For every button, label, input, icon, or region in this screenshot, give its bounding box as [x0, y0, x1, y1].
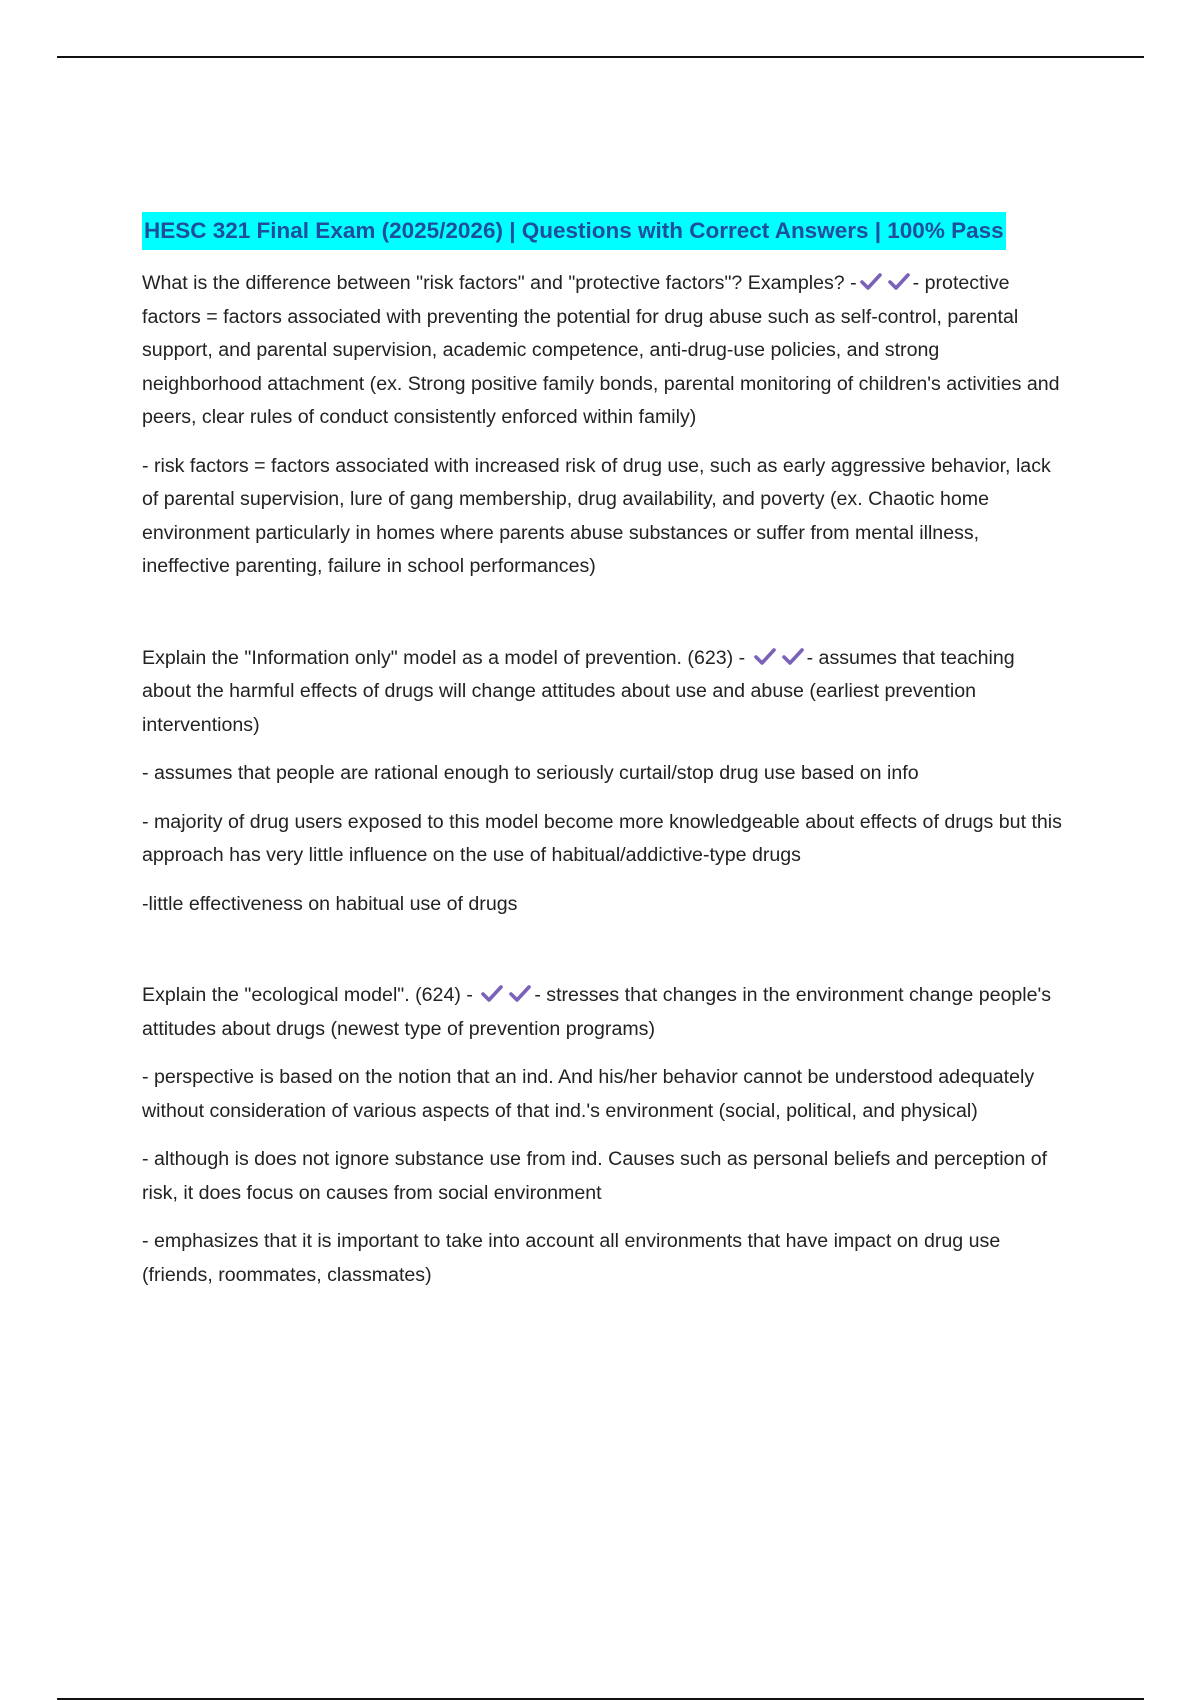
qa-item	[142, 979, 1062, 1292]
header-rule	[57, 56, 1144, 58]
qa-item	[142, 267, 1062, 584]
answer-text: - assumes that teaching about the harmful effects of drugs will change attitudes about use and abuse (earliest prevention interventions)	[142, 646, 1015, 736]
question-text: What is the difference between "risk factors" and "protective factors"? Examples? -	[142, 272, 857, 294]
answer-text: - protective factors = factors associated with preventing the potential for drug abuse such as self-control, parental support, and parental supervision, academic competence, anti-drug-use policies, and strong neighborhood attachment (ex. Strong positive family bonds, parental monitoring of children's activities and peers, clear rules of conduct consistently enforced within family)	[142, 272, 1060, 428]
question-text: Explain the "ecological model". (624) -	[142, 984, 473, 1006]
checkmark-icon	[480, 984, 504, 1004]
question-text: Explain the "Information only" model as a model of prevention. (623) -	[142, 646, 746, 669]
checkmark-icon	[508, 984, 532, 1004]
qa-first-paragraph	[142, 642, 1062, 743]
answer-point: - risk factors = factors associated with increased risk of drug use, such as early aggressive behavior, lack of parental supervision, lure of gang membership, drug availability, and poverty (ex. Chaotic home environment particularly in homes where parents abuse substances or suffer from mental illness, ineffective parenting, failure in school performances)	[142, 454, 1051, 577]
qa-first-paragraph	[142, 979, 1062, 1046]
answer-point: - emphasizes that it is important to take into account all environments that have impact on drug use (friends, roommates, classmates)	[142, 1230, 1001, 1286]
document-body	[142, 212, 1062, 1307]
answer-point: - assumes that people are rational enough to seriously curtail/stop drug use based on info	[142, 762, 919, 784]
answer-point: - perspective is based on the notion that an ind. And his/her behavior cannot be understood adequately without consideration of various aspects of that ind.'s environment (social, political, and physical)	[142, 1066, 1035, 1122]
checkmark-icon	[781, 647, 805, 667]
qa-first-paragraph	[142, 267, 1062, 435]
answer-point: -little effectiveness on habitual use of drugs	[142, 892, 518, 915]
checkmark-icon	[859, 272, 883, 292]
answer-text: - stresses that changes in the environment change people's attitudes about drugs (newest type of prevention programs)	[142, 984, 1052, 1040]
answer-point: - majority of drug users exposed to this model become more knowledgeable about effects of drugs but this approach has very little influence on the use of habitual/addictive-type drugs	[142, 810, 1062, 866]
document-title: HESC 321 Final Exam (2025/2026) | Questions with Correct Answers | 100% Pass	[142, 212, 1006, 250]
answer-point: - although is does not ignore substance use from ind. Causes such as personal beliefs and perception of risk, it does focus on causes from social environment	[142, 1148, 1048, 1204]
checkmark-icon	[887, 272, 911, 292]
qa-item	[142, 642, 1062, 922]
checkmark-icon	[753, 647, 777, 667]
